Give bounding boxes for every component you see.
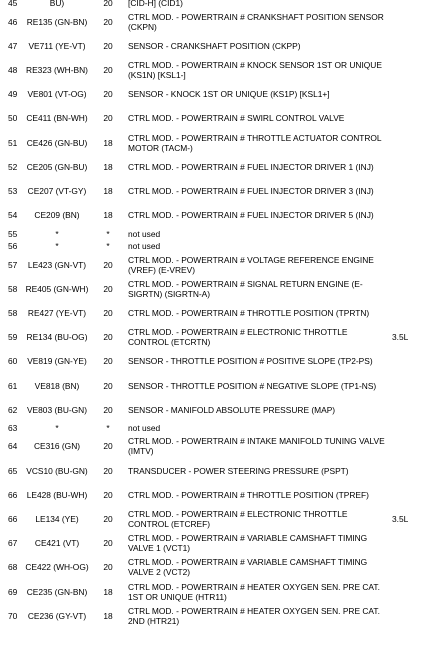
pin-description: SENSOR - THROTTLE POSITION # NEGATIVE SLOPE (TP1-NS): [128, 380, 377, 391]
pin-number: 52: [8, 161, 18, 172]
wire-gauge: 20: [103, 489, 113, 500]
pin-description: CTRL MOD. - POWERTRAIN # FUEL INJECTOR DRIVER 5 (INJ): [128, 210, 374, 221]
wire-gauge: 18: [103, 161, 113, 172]
wire-gauge: 20: [103, 441, 113, 452]
wire-gauge: 20: [103, 538, 113, 549]
pin-description: CTRL MOD. - POWERTRAIN # HEATER OXYGEN SEN. PRE CAT. 2ND (HTR21): [128, 605, 380, 626]
circuit-code: CE207 (VT-GY): [27, 186, 87, 196]
wire-gauge: 20: [103, 380, 113, 391]
pin-description: CTRL MOD. - POWERTRAIN # THROTTLE POSITION (TPRTN): [128, 307, 370, 318]
table-row: [0, 203, 427, 227]
table-row: [0, 277, 427, 301]
table-row: [0, 179, 427, 203]
circuit-code: LE134 (YE): [35, 514, 79, 525]
pin-number: 53: [8, 186, 18, 196]
circuit-code: CE426 (GN-BU): [26, 137, 88, 148]
circuit-code: BU): [49, 0, 65, 9]
wire-gauge: 18: [103, 610, 113, 621]
pin-number: 45: [8, 0, 18, 9]
wire-gauge: 20: [103, 259, 113, 270]
pin-number: 64: [8, 441, 18, 452]
pin-number: 51: [8, 137, 18, 148]
table-row: [0, 580, 427, 604]
wire-gauge: 20: [103, 0, 113, 9]
pin-description: SENSOR - CRANKSHAFT POSITION (CKPP): [128, 40, 301, 51]
table-row: [0, 10, 427, 34]
table-row: [0, 227, 427, 240]
wire-gauge: 20: [103, 113, 113, 124]
wire-gauge: 18: [103, 137, 113, 148]
table-row: [0, 131, 427, 155]
circuit-code: VCS10 (BU-GN): [26, 465, 88, 476]
circuit-code: *: [55, 423, 59, 434]
table-row: [0, 422, 427, 435]
table-row: [0, 398, 427, 422]
wire-gauge: 18: [103, 586, 113, 597]
table-row: [0, 555, 427, 579]
pin-description: CTRL MOD. - POWERTRAIN # VARIABLE CAMSHAFT TIMING VALVE 2 (VCT2): [128, 557, 368, 578]
circuit-code: RE427 (YE-VT): [27, 307, 87, 318]
table-row: [0, 434, 427, 458]
wire-gauge: 20: [103, 332, 113, 343]
pin-description: CTRL MOD. - POWERTRAIN # ELECTRONIC THROTTLE CONTROL (ETCREF): [128, 509, 348, 530]
circuit-code: CE235 (GN-BN): [26, 586, 88, 597]
pin-number: 58: [8, 307, 18, 318]
pin-number: 60: [8, 356, 18, 367]
pin-number: 66: [8, 514, 18, 525]
pin-description: not used: [128, 241, 161, 252]
pin-description: CTRL MOD. - POWERTRAIN # CRANKSHAFT POSITION SENSOR (CKPN): [128, 11, 384, 32]
table-row: [0, 34, 427, 58]
circuit-code: *: [55, 228, 59, 239]
pin-number: 54: [8, 210, 18, 221]
table-row: [0, 58, 427, 82]
circuit-code: VE803 (BU-GN): [26, 404, 88, 415]
circuit-code: CE205 (GN-BU): [26, 161, 88, 172]
wire-gauge: 18: [103, 210, 113, 221]
pin-number: 61: [8, 380, 18, 391]
pin-description: CTRL MOD. - POWERTRAIN # THROTTLE ACTUATOR CONTROL MOTOR (TACM-): [128, 132, 382, 153]
pin-description: CTRL MOD. - POWERTRAIN # FUEL INJECTOR DRIVER 1 (INJ): [128, 161, 374, 172]
table-row: [0, 483, 427, 507]
wire-gauge: 20: [103, 16, 113, 27]
table-row: [0, 0, 427, 10]
pin-number: 58: [8, 283, 18, 294]
pin-description: CTRL MOD. - POWERTRAIN # SWIRL CONTROL VALVE: [128, 113, 345, 124]
wire-gauge: *: [106, 423, 110, 434]
table-row: [0, 325, 427, 349]
wire-gauge: 20: [103, 562, 113, 573]
table-row: [0, 106, 427, 130]
pin-description: CTRL MOD. - POWERTRAIN # ELECTRONIC THROTTLE CONTROL (ETCRTN): [128, 327, 348, 348]
circuit-code: LE423 (GN-VT): [27, 259, 87, 270]
circuit-code: RE323 (WH-BN): [26, 65, 88, 76]
pin-description: CTRL MOD. - POWERTRAIN # SIGNAL RETURN ENGINE (E-SIGRTN) (SIGRTN-A): [128, 278, 363, 299]
table-row: [0, 373, 427, 397]
wire-gauge: 20: [103, 40, 113, 51]
circuit-code: LE428 (BU-WH): [26, 489, 88, 500]
pin-number: 57: [8, 259, 18, 270]
circuit-code: CE209 (BN): [34, 210, 80, 221]
wire-gauge: 20: [103, 65, 113, 76]
wire-gauge: 20: [103, 465, 113, 476]
table-row: [0, 507, 427, 531]
pin-number: 59: [8, 332, 18, 343]
circuit-code: *: [55, 241, 59, 252]
table-row: [0, 240, 427, 253]
option-note: 3.5L: [392, 332, 409, 343]
pin-number: 46: [8, 16, 18, 27]
circuit-code: RE405 (GN-WH): [25, 283, 89, 294]
wire-gauge: 20: [103, 307, 113, 318]
pin-number: 69: [8, 586, 18, 597]
pin-description: SENSOR - THROTTLE POSITION # POSITIVE SLOPE (TP2-PS): [128, 356, 373, 367]
wire-gauge: 20: [103, 89, 113, 100]
table-row: [0, 349, 427, 373]
circuit-code: CE236 (GY-VT): [27, 610, 87, 621]
wire-gauge: *: [106, 241, 110, 252]
wire-gauge: 20: [103, 514, 113, 525]
table-row: [0, 252, 427, 276]
pin-number: 55: [8, 228, 18, 239]
pin-number: 70: [8, 610, 18, 621]
circuit-code: CE421 (VT): [34, 538, 80, 549]
pin-number: 48: [8, 65, 18, 76]
pin-description: not used: [128, 423, 161, 434]
table-row: [0, 301, 427, 325]
table-row: [0, 155, 427, 179]
pin-description: CTRL MOD. - POWERTRAIN # FUEL INJECTOR DRIVER 3 (INJ): [128, 186, 374, 196]
pin-description: CTRL MOD. - POWERTRAIN # HEATER OXYGEN SEN. PRE CAT. 1ST OR UNIQUE (HTR11): [128, 581, 380, 602]
pin-description: CTRL MOD. - POWERTRAIN # VOLTAGE REFERENCE ENGINE (VREF) (E-VREV): [128, 254, 374, 275]
table-row: [0, 604, 427, 628]
wire-gauge: 18: [103, 186, 113, 196]
circuit-code: VE818 (BN): [34, 380, 80, 391]
pin-description: SENSOR - MANIFOLD ABSOLUTE PRESSURE (MAP): [128, 404, 336, 415]
pin-number: 49: [8, 89, 18, 100]
pin-description: TRANSDUCER - POWER STEERING PRESSURE (PSPT): [128, 465, 349, 476]
pin-description: SENSOR - KNOCK 1ST OR UNIQUE (KS1P) [KSL1+]: [128, 89, 330, 100]
table-row: [0, 531, 427, 555]
pin-description: CTRL MOD. - POWERTRAIN # INTAKE MANIFOLD TUNING VALVE (IMTV): [128, 436, 385, 457]
pin-number: 68: [8, 562, 18, 573]
circuit-code: RE134 (BU-OG): [26, 332, 88, 343]
pin-number: 65: [8, 465, 18, 476]
pin-description: CTRL MOD. - POWERTRAIN # THROTTLE POSITION (TPREF): [128, 489, 369, 500]
option-note: 3.5L: [392, 514, 409, 525]
pin-number: 50: [8, 113, 18, 124]
circuit-code: VE819 (GN-YE): [27, 356, 87, 367]
pin-description: [CID-H] (CID1): [128, 0, 183, 9]
circuit-code: CE422 (WH-OG): [25, 562, 89, 573]
wire-gauge: 20: [103, 404, 113, 415]
pin-number: 63: [8, 423, 18, 434]
wire-gauge: 20: [103, 356, 113, 367]
circuit-code: CE316 (GN): [33, 441, 81, 452]
pin-description: CTRL MOD. - POWERTRAIN # KNOCK SENSOR 1ST OR UNIQUE (KS1N) [KSL1-]: [128, 60, 382, 81]
wire-gauge: *: [106, 228, 110, 239]
wire-gauge: 20: [103, 283, 113, 294]
pin-number: 56: [8, 241, 18, 252]
circuit-code: VE711 (YE-VT): [28, 40, 86, 51]
table-row: [0, 459, 427, 483]
pin-number: 62: [8, 404, 18, 415]
circuit-code: CE411 (BN-WH): [26, 113, 88, 124]
circuit-code: VE801 (VT-OG): [27, 89, 87, 100]
pin-number: 47: [8, 40, 18, 51]
pin-description: not used: [128, 228, 161, 239]
pin-description: CTRL MOD. - POWERTRAIN # VARIABLE CAMSHAFT TIMING VALVE 1 (VCT1): [128, 533, 368, 554]
table-row: [0, 82, 427, 106]
circuit-code: RE135 (GN-BN): [26, 16, 88, 27]
pin-number: 67: [8, 538, 18, 549]
pin-number: 66: [8, 489, 18, 500]
